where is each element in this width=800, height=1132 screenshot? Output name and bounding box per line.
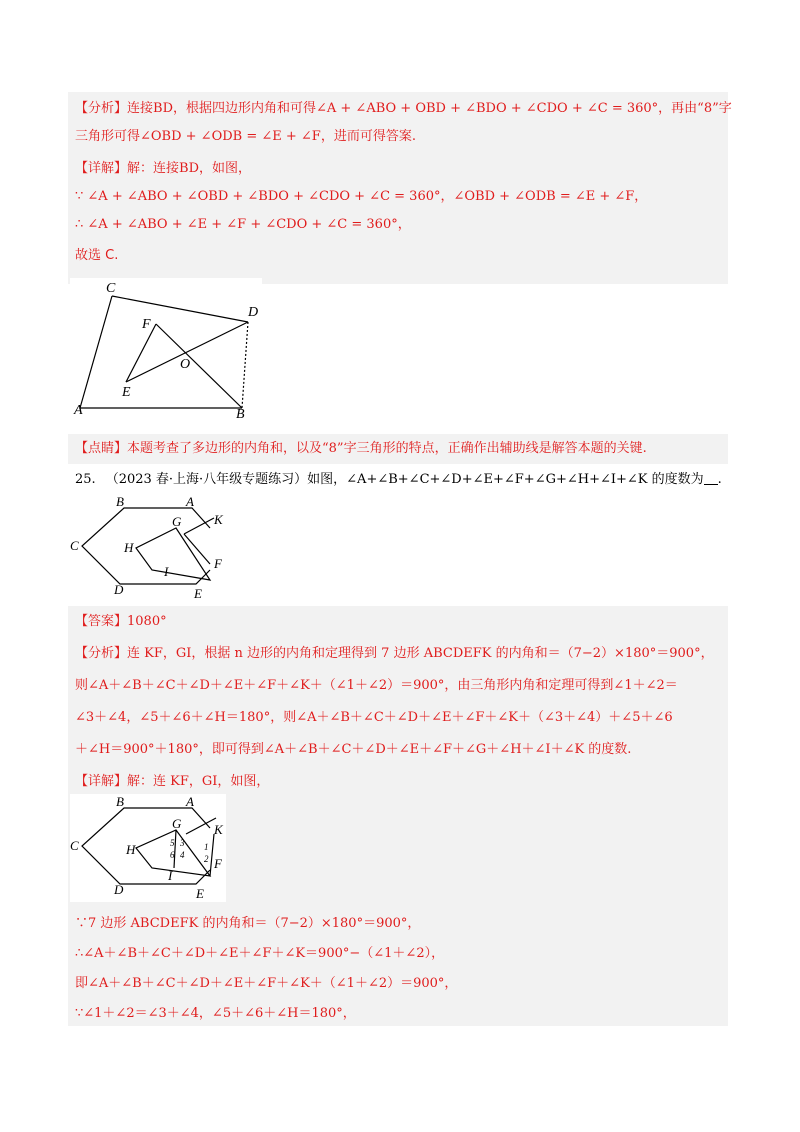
fig3-label-a: A [186, 794, 194, 809]
fig3-label-k: K [214, 822, 223, 837]
fig1-label-d: D [248, 305, 259, 320]
answer-blank [704, 472, 718, 485]
angle-1: 1 [204, 842, 209, 852]
q25-analysis-line4: ＋∠H＝900°＋180°，即可得到∠A＋∠B＋∠C＋∠D＋∠E＋∠F＋∠G＋∠H＋∠I＋∠K 的度数. [75, 742, 632, 757]
quadrilateral-figure [70, 278, 262, 418]
fig3-label-e: E [196, 886, 204, 901]
q25-detail: 【详解】解：连 KF，GI，如图， [75, 774, 270, 789]
prev-analysis: 【分析】连接BD，根据四边形内角和可得∠A + ∠ABO + OBD + ∠BDO + ∠CDO + ∠C = 360°，再由“8”字 [75, 101, 732, 116]
fig1-label-b: B [236, 407, 245, 418]
fig1-label-e: E [122, 385, 131, 400]
fig2-label-k: K [214, 512, 223, 527]
fig1-label-f: F [142, 317, 151, 332]
angle-4-label: 4 [180, 850, 185, 860]
q25-detail-line3: ∴∠A＋∠B＋∠C＋∠D＋∠E＋∠F＋∠K＝900°−（∠1＋∠2）， [75, 946, 445, 961]
heptagon-figure-annotated [70, 794, 226, 902]
fig1-label-o: O [180, 357, 191, 372]
prev-choice: 故选 C. [75, 248, 119, 263]
angle-5: 5 [170, 838, 175, 848]
q25-analysis-line2: 则∠A＋∠B＋∠C＋∠D＋∠E＋∠F＋∠K＋（∠1＋∠2）＝900°，由三角形内角和定理可得到∠1＋∠2＝ [75, 678, 678, 693]
angle-2: 2 [204, 854, 209, 864]
fig2-label-e: E [194, 586, 202, 601]
prev-detail: 【详解】解：连接BD，如图， [75, 161, 251, 176]
q25-detail-line4: 即∠A＋∠B＋∠C＋∠D＋∠E＋∠F＋∠K＋（∠1＋∠2）＝900°， [75, 976, 458, 991]
q25-analysis-line3: ∠3＋∠4，∠5＋∠6＋∠H＝180°，则∠A＋∠B＋∠C＋∠D＋∠E＋∠F＋∠K＋（∠3＋∠4）＋∠5＋∠6 [75, 710, 673, 725]
fig2-label-f: F [214, 556, 222, 571]
prev-analysis-cont: 三角形可得∠OBD + ∠ODB = ∠E + ∠F，进而可得答案. [75, 129, 416, 144]
fig1-label-a: A [74, 403, 83, 418]
q25-question: 25. （2023 春·上海·八年级专题练习）如图，∠A+∠B+∠C+∠D+∠E+∠F+∠G+∠H+∠I+∠K 的度数为 . [75, 472, 722, 487]
fig2-label-g: G [172, 514, 182, 529]
fig3-label-d: D [114, 882, 124, 897]
angle-6: 6 [170, 850, 175, 860]
heptagon-figure [68, 494, 238, 602]
fig3-label-f: F [214, 856, 222, 871]
fig3-label-h: H [126, 842, 136, 857]
q25-detail-line2: ∵7 边形 ABCDEFK 的内角和＝（7−2）×180°＝900°， [75, 916, 421, 931]
prev-comment: 【点睛】本题考查了多边形的内角和，以及“8”字三角形的特点，正确作出辅助线是解答本题的关键. [75, 441, 647, 456]
fig2-label-b: B [116, 494, 124, 509]
fig3-label-g: G [172, 816, 182, 831]
fig3-label-i: I [168, 868, 173, 883]
fig3-label-b: B [116, 794, 124, 809]
fig2-label-c: C [70, 538, 79, 553]
q25-answer: 【答案】1080° [75, 614, 167, 629]
fig2-label-d: D [114, 582, 124, 597]
q25-analysis: 【分析】连 KF，GI，根据 n 边形的内角和定理得到 7 边形 ABCDEFK 的内角和＝（7−2）×180°＝900°， [75, 646, 714, 661]
fig3-label-c: C [70, 838, 79, 853]
fig2-label-h: H [124, 540, 134, 555]
prev-detail-line2: ∵ ∠A + ∠ABO + ∠OBD + ∠BDO + ∠CDO + ∠C = 360°，∠OBD + ∠ODB = ∠E + ∠F， [75, 189, 648, 204]
angle-3: 3 [180, 838, 185, 848]
fig1-label-c: C [106, 281, 116, 296]
q25-detail-line5: ∵∠1＋∠2＝∠3＋∠4，∠5＋∠6＋∠H＝180°， [75, 1006, 356, 1021]
fig2-label-i: I [164, 564, 169, 579]
fig2-label-a: A [186, 494, 194, 509]
prev-detail-line3: ∴ ∠A + ∠ABO + ∠E + ∠F + ∠CDO + ∠C = 360°， [75, 217, 411, 232]
